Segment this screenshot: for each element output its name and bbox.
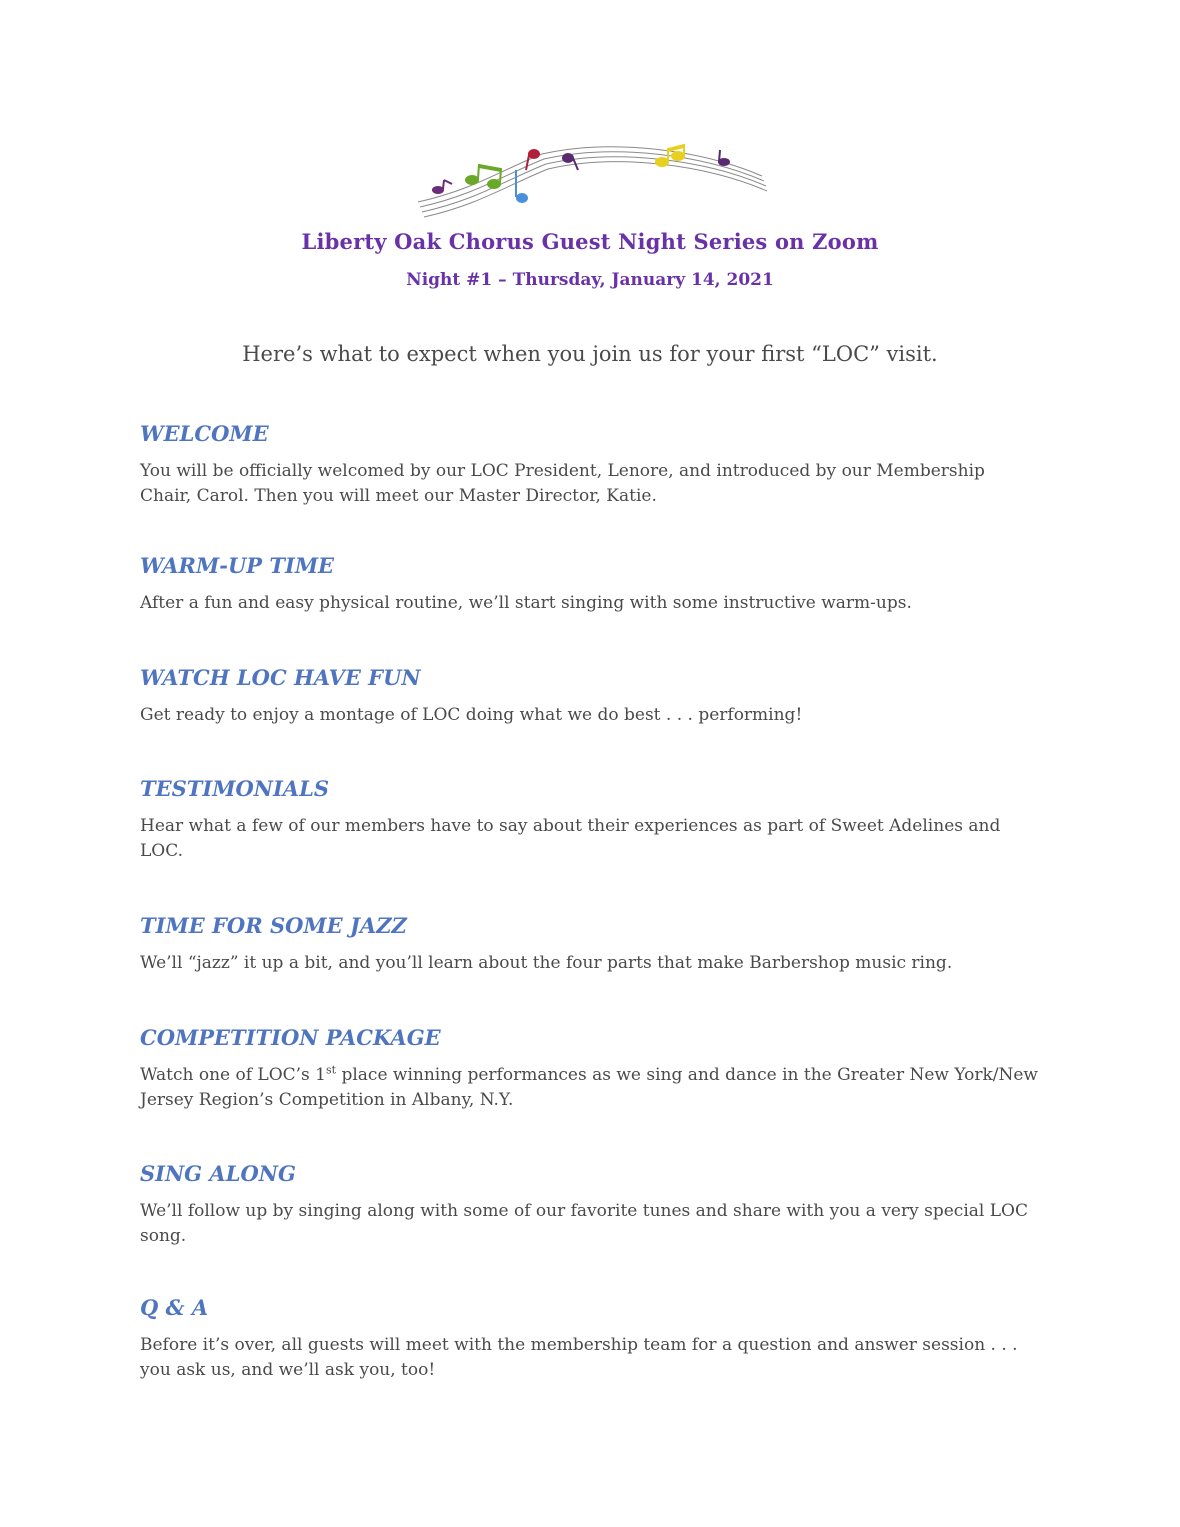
- section-text-part: Watch one of LOC’s 1: [140, 1065, 326, 1085]
- section-text-part: place winning performances as we sing and dance in the Greater New York/New Jersey Region’s Competition in Albany, N.Y.: [140, 1065, 1038, 1110]
- section-heading: Q & A: [140, 1295, 209, 1320]
- ordinal-suffix: st: [326, 1063, 337, 1077]
- section-text: Before it’s over, all guests will meet with the membership team for a question and answer session . . . you ask us, and we’ll ask you, too!: [140, 1335, 1018, 1380]
- document-title: Liberty Oak Chorus Guest Night Series on Zoom: [301, 229, 879, 254]
- section-q-and-a: [140, 1295, 1040, 1383]
- section-watch-loc-have-fun: [140, 665, 1040, 728]
- section-sing-along: [140, 1161, 1040, 1249]
- section-text: After a fun and easy physical routine, we’ll start singing with some instructive warm-ups.: [140, 593, 912, 613]
- intro-text: Here’s what to expect when you join us for your first “LOC” visit.: [242, 342, 938, 366]
- section-heading: TIME FOR SOME JAZZ: [140, 913, 407, 938]
- section-text: You will be officially welcomed by our LOC President, Lenore, and introduced by our Membership Chair, Carol. Then you will meet our Master Director, Katie.: [140, 461, 985, 506]
- section-heading: WELCOME: [140, 421, 269, 446]
- music-notes-icon: [412, 140, 768, 220]
- section-testimonials: [140, 776, 1040, 864]
- section-heading: WATCH LOC HAVE FUN: [140, 665, 421, 690]
- document-subtitle: Night #1 – Thursday, January 14, 2021: [406, 270, 774, 290]
- section-heading: TESTIMONIALS: [140, 776, 330, 801]
- section-text: We’ll “jazz” it up a bit, and you’ll learn about the four parts that make Barbershop music ring.: [140, 953, 953, 973]
- section-heading: SING ALONG: [140, 1161, 296, 1186]
- section-text: [140, 1063, 1040, 1113]
- section-warm-up-time: [140, 553, 1040, 616]
- section-text: We’ll follow up by singing along with some of our favorite tunes and share with you a very special LOC song.: [140, 1201, 1028, 1246]
- section-welcome: [140, 421, 1040, 509]
- section-text: Get ready to enjoy a montage of LOC doing what we do best . . . performing!: [140, 705, 803, 725]
- section-heading: COMPETITION PACKAGE: [140, 1025, 441, 1050]
- section-competition-package: [140, 1025, 1040, 1113]
- section-text: Hear what a few of our members have to say about their experiences as part of Sweet Adelines and LOC.: [140, 816, 1001, 861]
- section-time-for-some-jazz: [140, 913, 1040, 976]
- section-heading: WARM-UP TIME: [140, 553, 335, 578]
